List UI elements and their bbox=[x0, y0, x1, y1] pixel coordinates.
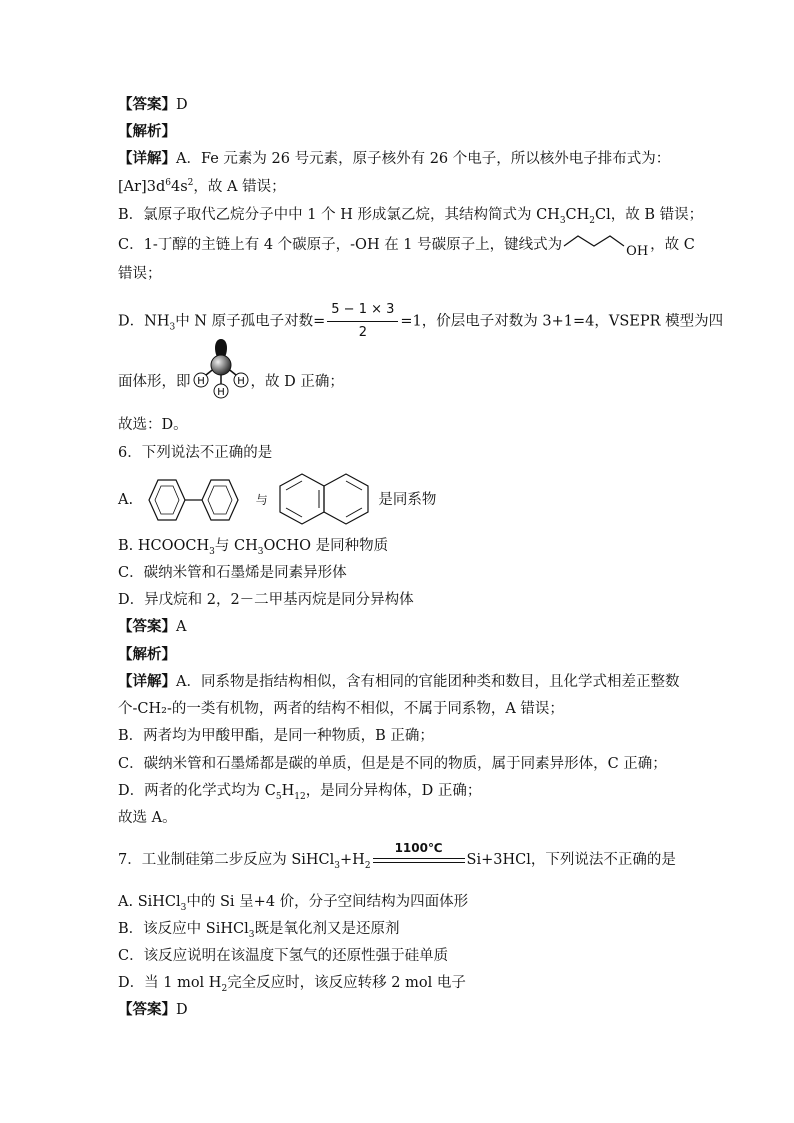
q5-conclusion: 故选：D。 bbox=[118, 417, 188, 433]
q7-option-d: D．当 1 mol $H_2$完全反应时，该反应转移 2 mol 电子 bbox=[118, 975, 466, 994]
q7-stem: 7．工业制硅第二步反应为 $SiHCl_3+H_2$ 1100℃ Si+3HCl，下列说法不正确的是 bbox=[118, 841, 676, 871]
q5-answer bbox=[118, 95, 188, 115]
q6-option-a: A. 与 是同系物 bbox=[118, 470, 436, 526]
q5-detail-c2: 错误； bbox=[118, 266, 162, 282]
h-atom-label: H bbox=[216, 387, 225, 398]
q6-stem: 6．下列说法不正确的是 bbox=[118, 445, 273, 461]
q6-analysis-tag: 【解析】 bbox=[118, 646, 176, 663]
q6-detail-c: C．碳纳米管和石墨烯都是碳的单质，但是是不同的物质，属于同素异形体，C 正确； bbox=[118, 756, 667, 772]
q7-option-c: C．该反应说明在该温度下氢气的还原性强于硅单质 bbox=[118, 948, 449, 964]
q6-detail-a1: 【详解】A．同系物是指结构相似，含有相同的官能团种类和数目，且化学式相差正整数 bbox=[118, 673, 680, 690]
answer-value: D bbox=[176, 97, 188, 113]
q6-option-d: D．异戊烷和 2，2－二甲基丙烷是同分异构体 bbox=[118, 592, 414, 608]
q5-detail-c1: C．1-丁醇的主链上有 4 个碳原子，-OH 在 1 号碳原子上，键线式为 OH ，故 C bbox=[118, 232, 695, 258]
q7-option-b: B．该反应中 SiHCl$_3$既是氧化剂又是还原剂 bbox=[118, 921, 400, 940]
q5-detail-d2: 面体形，即 H H H ，故 D 正确； bbox=[118, 363, 344, 401]
h-atom-label: H bbox=[236, 376, 245, 387]
q6-option-c: C．碳纳米管和石墨烯是同素异形体 bbox=[118, 565, 347, 581]
nh3-model-image bbox=[191, 333, 251, 401]
q5-detail-a1: 【详解】A．Fe 元素为 26 号元素，原子核外有 26 个电子，所以核外电子排布式为： bbox=[118, 150, 671, 167]
reaction-condition: 1100℃ bbox=[373, 850, 465, 870]
h-atom-label: H bbox=[196, 376, 205, 387]
q6-detail-b: B．两者均为甲酸甲酯，是同一种物质，B 正确； bbox=[118, 728, 434, 744]
q6-detail-a2: 个-CH₂-的一类有机物，两者的结构不相似，不属于同系物，A 错误； bbox=[118, 701, 564, 717]
naphthalene-structure bbox=[272, 470, 378, 530]
q5-detail-b: B．氯原子取代乙烷分子中中 1 个 H 形成氯乙烷，其结构简式为 $CH_3CH_2Cl$，故 B 错误； bbox=[118, 207, 704, 226]
detail-tag: 【详解】 bbox=[118, 150, 176, 167]
q7-answer: 【答案】D bbox=[118, 1001, 188, 1018]
q5-analysis-tag: 【解析】 bbox=[118, 123, 176, 140]
biphenyl-structure bbox=[138, 472, 256, 528]
q6-conclusion: 故选 A。 bbox=[118, 810, 177, 826]
q6-answer: 【答案】A bbox=[118, 618, 187, 635]
q6-option-b: B. $HCOOCH_3$与 $CH_3OCHO$ 是同种物质 bbox=[118, 538, 389, 557]
q7-option-a: A. SiHCl$_3$中的 Si 呈+4 价，分子空间结构为四面体形 bbox=[118, 894, 469, 913]
lone-pair-fraction: $\frac{5 - 1 \times 3}{2}$ bbox=[327, 300, 398, 343]
answer-tag: 【答案】 bbox=[118, 96, 176, 113]
q5-detail-d1: D．$NH_3$中 N 原子孤电子对数= $\frac{5 - 1 \times 3}{2}$ =1，价层电子对数为 3+1=4，VSEPR 模型为四 bbox=[118, 300, 723, 343]
oh-label: OH bbox=[626, 244, 649, 259]
butanol-skeletal-formula bbox=[562, 232, 634, 258]
q5-detail-a2: $[Ar]3d^64s^2$，故 A 错误； bbox=[118, 178, 286, 195]
q6-detail-d: D．两者的化学式均为 $C_5H_{12}$，是同分异构体，D 正确； bbox=[118, 783, 482, 802]
